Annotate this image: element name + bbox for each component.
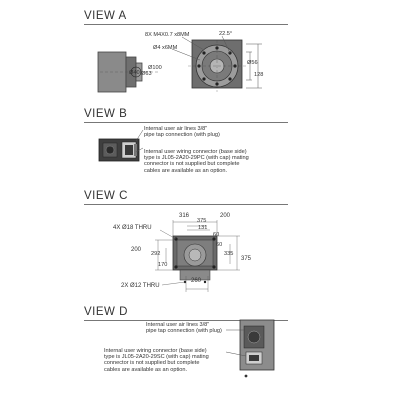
holes-18-thru: 4X Ø18 THRU xyxy=(113,225,152,231)
view-b-title: VIEW B xyxy=(84,108,128,120)
dim-holes-d4: Ø4 x6MM xyxy=(153,45,178,51)
view-d-air-line-2: pipe tap connection (with plug) xyxy=(146,328,222,335)
dim-128: 128 xyxy=(254,72,264,78)
view-d-air-note xyxy=(146,322,222,334)
dim-375-right: 375 xyxy=(241,256,252,262)
dim-d56: Ø56 xyxy=(247,60,258,66)
view-d-wiring-line-4: cables are available as an option. xyxy=(104,366,188,373)
view-b-wiring-line-2: type is JL05-2A20-29PC (with cap) mating xyxy=(144,155,249,162)
view-d-air-line-1: Internal user air lines 3/8" xyxy=(146,322,210,328)
view-b-wiring-line-4: cables are available as an option. xyxy=(144,167,228,174)
view-b-wiring-line-3: connector is not supplied but complete xyxy=(144,161,240,168)
dim-d40: Ø40 xyxy=(129,70,140,76)
dim-316: 316 xyxy=(179,213,190,219)
view-c-title: VIEW C xyxy=(84,190,128,202)
dim-200-top: 200 xyxy=(220,213,231,219)
dim-60-a: 60 xyxy=(213,232,220,238)
dim-d63: Ø63 xyxy=(141,71,152,77)
dim-60-b: 60 xyxy=(216,242,223,248)
view-d-wiring-line-1: Internal user wiring connector (base side) xyxy=(104,348,207,354)
view-d-connector-panel xyxy=(240,320,274,377)
dim-292: 292 xyxy=(151,251,161,257)
view-d-wiring-line-2: type is JL05-2A20-29SC (with cap) mating xyxy=(104,354,209,361)
view-d-wiring-line-3: connector is not supplied but complete xyxy=(104,360,200,367)
holes-12-thru: 2X Ø12 THRU xyxy=(121,283,160,289)
dim-170: 170 xyxy=(158,262,168,268)
dim-angle: 22.5° xyxy=(219,31,233,37)
dim-d100: Ø100 xyxy=(148,65,162,71)
view-b-air-line-2: pipe tap connection (with plug) xyxy=(144,132,220,139)
view-a-title: VIEW A xyxy=(84,10,127,22)
view-d-title: VIEW D xyxy=(84,306,128,318)
dim-260: 260 xyxy=(191,278,202,284)
dim-holes-m4: 8X M4X0.7 x8MM xyxy=(145,32,190,38)
view-b-air-line-1: Internal user air lines 3/8" xyxy=(144,126,208,132)
dim-200-left: 200 xyxy=(131,247,142,253)
view-d-wiring-note xyxy=(104,348,209,373)
dim-335: 335 xyxy=(224,251,234,257)
dim-131: 131 xyxy=(198,225,208,231)
dim-375-top: 375 xyxy=(197,218,207,224)
view-b-wiring-line-1: Internal user wiring connector (base side) xyxy=(144,149,247,155)
